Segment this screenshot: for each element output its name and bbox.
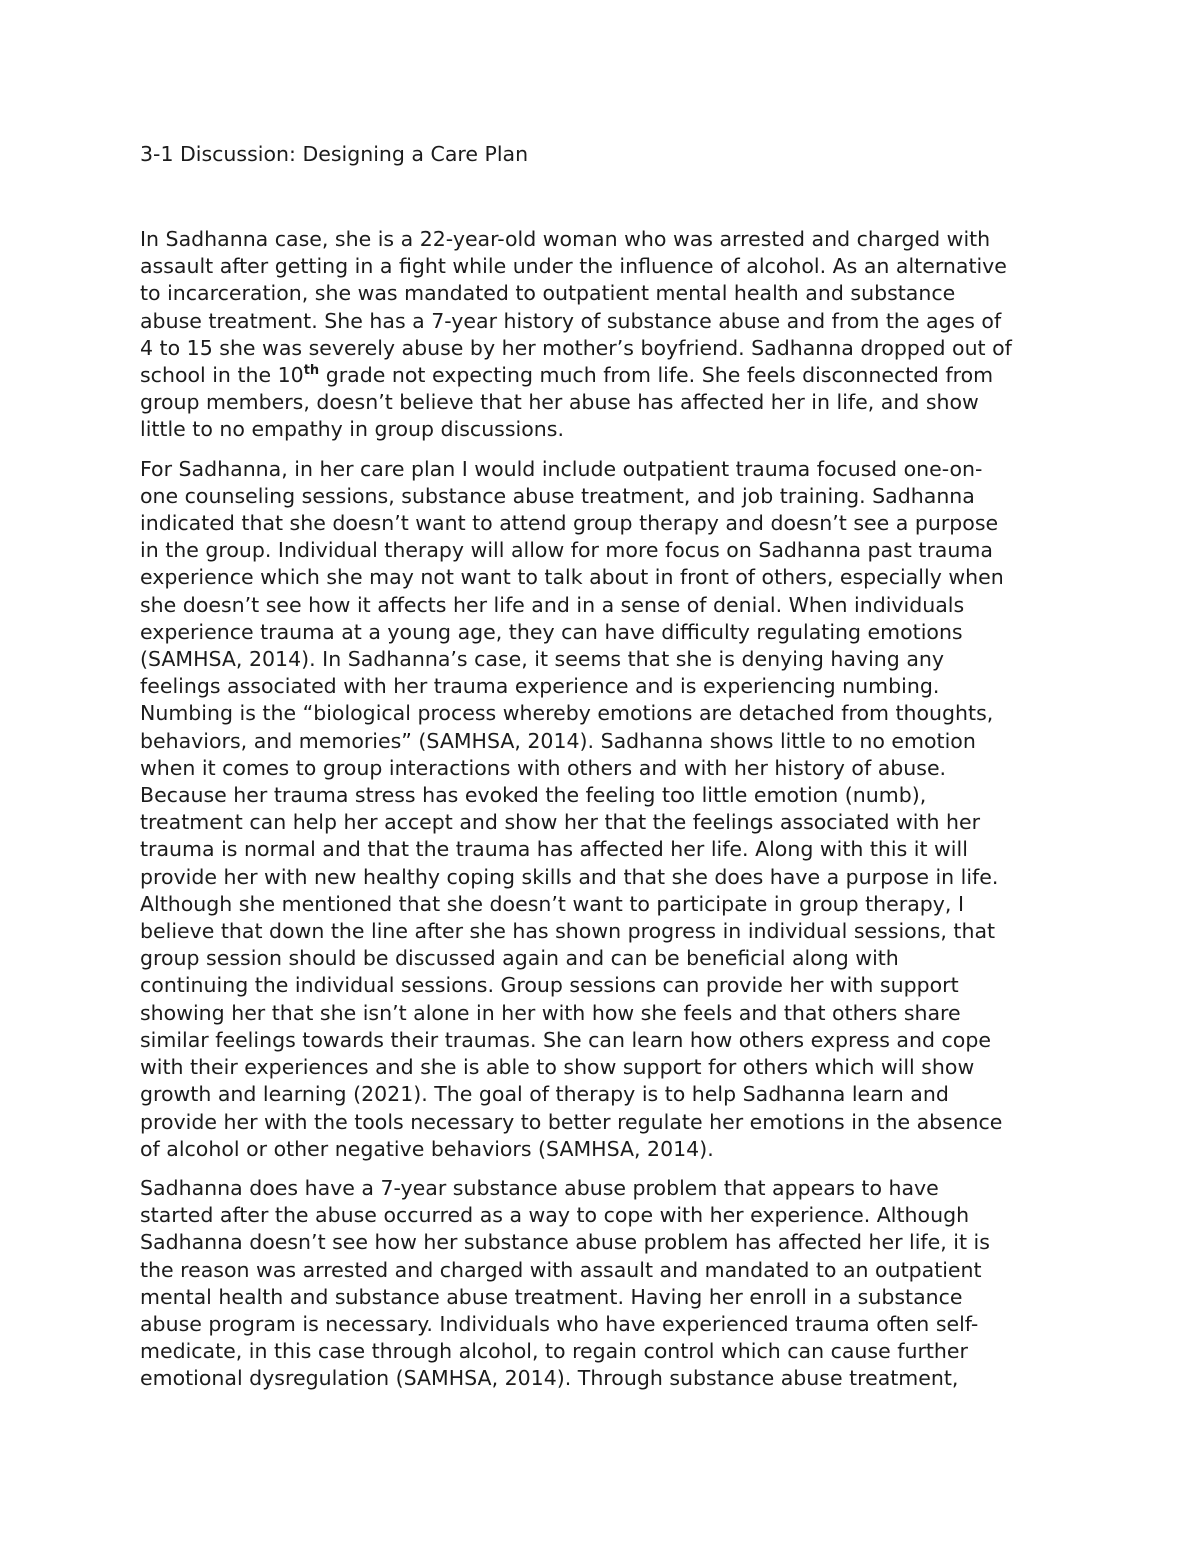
text-line: to incarceration, she was mandated to outpatient mental health and substance [140, 281, 956, 306]
text-line: (SAMHSA, 2014). In Sadhanna’s case, it seems that she is denying having any [140, 647, 945, 672]
text-segment: school in the 10 [140, 363, 304, 388]
text-line: trauma is normal and that the trauma has affected her life. Along with this it will [140, 837, 968, 862]
text-line: assault after getting in a fight while under the influence of alcohol. As an alternative [140, 254, 1007, 279]
text-line: experience trauma at a young age, they can have difficulty regulating emotions [140, 619, 963, 644]
paragraph-1 [140, 226, 1070, 444]
text-line: group session should be discussed again and can be beneficial along with [140, 946, 899, 971]
text-line: indicated that she doesn’t want to attend group therapy and doesn’t see a purpose [140, 511, 999, 536]
text-line: behaviors, and memories” (SAMHSA, 2014). Sadhanna shows little to no emotion [140, 728, 976, 753]
text-segment: grade not expecting much from life. She feels disconnected from [319, 363, 994, 388]
text-line: with their experiences and she is able to show support for others which will show [140, 1055, 975, 1080]
text-line: In Sadhanna case, she is a 22-year-old woman who was arrested and charged with [140, 227, 991, 251]
text-line: mental health and substance abuse treatment. Having her enroll in a substance [140, 1284, 963, 1309]
text-line: provide her with new healthy coping skills and that she does have a purpose in life. [140, 864, 999, 889]
text-line: experience which she may not want to talk about in front of others, especially when [140, 565, 1004, 590]
text-line: 4 to 15 she was severely abuse by her mother’s boyfriend. Sadhanna dropped out of [140, 335, 1012, 360]
ordinal-superscript: th [303, 363, 320, 379]
text-line: For Sadhanna, in her care plan I would include outpatient trauma focused one-on- [140, 456, 983, 481]
text-line: little to no empathy in group discussions. [140, 417, 564, 442]
text-line: of alcohol or other negative behaviors (SAMHSA, 2014). [140, 1136, 714, 1161]
text-line: growth and learning (2021). The goal of therapy is to help Sadhanna learn and [140, 1082, 949, 1107]
text-line: she doesn’t see how it affects her life and in a sense of denial. When individuals [140, 592, 965, 617]
text-line: Sadhanna does have a 7-year substance abuse problem that appears to have [140, 1175, 939, 1200]
text-line: similar feelings towards their traumas. She can learn how others express and cope [140, 1027, 991, 1052]
text-line: the reason was arrested and charged with assault and mandated to an outpatient [140, 1257, 982, 1282]
text-line: continuing the individual sessions. Group sessions can provide her with support [140, 973, 959, 998]
document-title: 3-1 Discussion: Designing a Care Plan [140, 142, 529, 166]
text-line: provide her with the tools necessary to better regulate her emotions in the absence [140, 1109, 1003, 1134]
text-line: abuse program is necessary. Individuals who have experienced trauma often self- [140, 1311, 979, 1336]
text-line [140, 362, 1070, 389]
text-line: believe that down the line after she has shown progress in individual sessions, that [140, 919, 996, 944]
text-line: emotional dysregulation (SAMHSA, 2014). Through substance abuse treatment, [140, 1366, 959, 1391]
text-line: in the group. Individual therapy will allow for more focus on Sadhanna past trauma [140, 538, 993, 563]
text-line: Sadhanna doesn’t see how her substance abuse problem has affected her life, it is [140, 1230, 990, 1255]
text-line: group members, doesn’t believe that her abuse has affected her in life, and show [140, 390, 979, 415]
text-line: one counseling sessions, substance abuse treatment, and job training. Sadhanna [140, 483, 975, 508]
text-line: medicate, in this case through alcohol, to regain control which can cause further [140, 1339, 968, 1364]
paragraph-2 [140, 456, 1070, 1163]
text-line: showing her that she isn’t alone in her with how she feels and that others share [140, 1000, 961, 1025]
document-body [140, 226, 1070, 1405]
text-line: Because her trauma stress has evoked the feeling too little emotion (numb), [140, 783, 927, 808]
text-line: feelings associated with her trauma experience and is experiencing numbing. [140, 674, 940, 699]
text-line: Although she mentioned that she doesn’t want to participate in group therapy, I [140, 891, 964, 916]
text-line: when it comes to group interactions with others and with her history of abuse. [140, 755, 947, 780]
text-line: started after the abuse occurred as a way to cope with her experience. Although [140, 1203, 970, 1228]
text-line: Numbing is the “biological process whereby emotions are detached from thoughts, [140, 701, 994, 726]
text-line: abuse treatment. She has a 7-year history of substance abuse and from the ages of [140, 308, 1002, 333]
text-line: treatment can help her accept and show her that the feelings associated with her [140, 810, 981, 835]
paragraph-3 [140, 1175, 1070, 1393]
